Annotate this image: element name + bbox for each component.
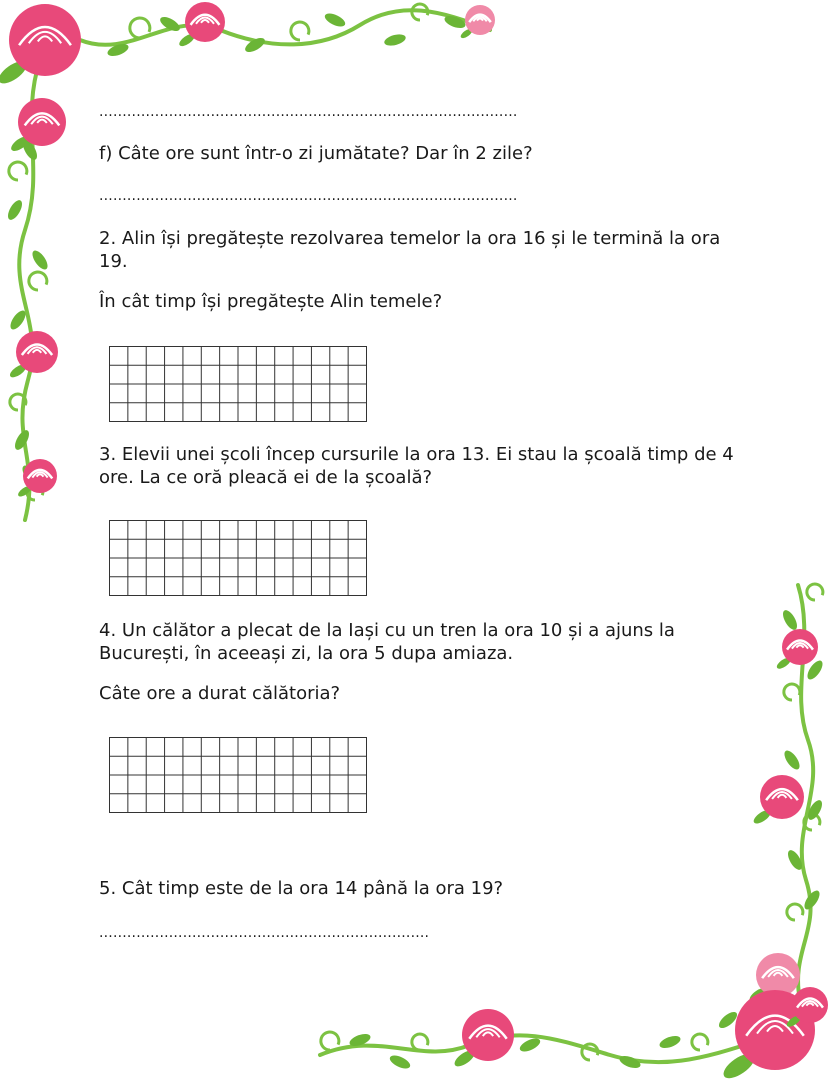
rose-icon <box>9 98 66 154</box>
vine-curl <box>291 22 309 40</box>
leaf-icon <box>518 1036 542 1054</box>
leaf-icon <box>28 348 48 372</box>
vine-curl <box>29 272 47 290</box>
answer-line-f: .......................................................................................... <box>99 188 518 204</box>
rose-icon <box>452 1009 514 1069</box>
rose-icon <box>0 4 81 88</box>
question-3-text: 3. Elevii unei școli încep cursurile la ora 13. Ei stau la școală timp de 4 ore. La ce oră pleacă ei de la școală? <box>99 444 734 488</box>
leaf-icon <box>443 14 467 31</box>
leaf-icon <box>243 35 267 55</box>
question-5-text: 5. Cât timp este de la ora 14 până la ora 19? <box>99 878 504 899</box>
vine-curl <box>692 1034 708 1050</box>
answer-grid-q4[interactable] <box>109 737 367 813</box>
answer-grid-q3[interactable] <box>109 520 367 596</box>
leaf-icon <box>782 748 803 772</box>
rose-icon <box>177 2 225 48</box>
vine-stem <box>798 585 813 1000</box>
rose-icon <box>8 331 58 380</box>
vine-curl <box>130 18 150 38</box>
vine-curl <box>9 162 27 180</box>
vine-stem <box>19 60 40 520</box>
answer-line-q5: ....................................................................... <box>99 925 430 941</box>
leaf-icon <box>323 11 347 29</box>
vine-curl <box>784 684 800 700</box>
leaf-icon <box>20 138 40 162</box>
vine-curl <box>412 4 428 20</box>
leaf-icon <box>106 42 130 59</box>
leaf-icon <box>348 1032 372 1049</box>
leaf-icon <box>805 658 826 682</box>
question-f: f) Câte ore sunt într-o zi jumătate? Dar în 2 zile? <box>99 143 533 164</box>
leaf-icon <box>716 1009 739 1031</box>
rose-icon <box>459 5 495 40</box>
leaf-icon <box>158 14 182 34</box>
leaf-icon <box>388 1053 412 1071</box>
leaf-icon <box>383 32 407 47</box>
vine-curl <box>10 394 26 410</box>
question-2-sub: În cât timp își pregătește Alin temele? <box>99 291 443 312</box>
leaf-icon <box>618 1054 642 1071</box>
question-2-text: 2. Alin își pregătește rezolvarea temelor la ora 16 și le termină la ora 19. <box>99 228 721 272</box>
vine-curl <box>804 814 820 830</box>
leaf-icon <box>802 888 823 912</box>
vine-curl <box>412 1034 428 1050</box>
vine-curl <box>787 904 803 920</box>
vine-stem <box>320 1035 760 1062</box>
rose-icon <box>720 990 815 1079</box>
leaf-icon <box>5 198 25 222</box>
vine-curl <box>582 1044 598 1060</box>
rose-icon <box>748 953 800 1004</box>
rose-icon <box>785 987 828 1029</box>
vine-curl <box>807 584 823 600</box>
rose-icon <box>775 629 818 671</box>
vine-curl <box>27 484 43 500</box>
answer-line-top: .......................................................................................... <box>99 104 518 120</box>
answer-grid-q2[interactable] <box>109 346 367 422</box>
leaf-icon <box>780 608 800 632</box>
vine-stem <box>80 10 490 45</box>
leaf-icon <box>658 1034 682 1051</box>
leaf-icon <box>785 848 805 872</box>
rose-icon <box>16 459 57 498</box>
leaf-icon <box>8 308 29 332</box>
leaf-icon <box>30 248 51 272</box>
rose-icon <box>752 775 804 826</box>
leaf-icon <box>12 428 32 452</box>
leaf-icon <box>20 463 41 487</box>
leaf-icon <box>805 798 825 822</box>
question-4-text: 4. Un călător a plecat de la Iași cu un tren la ora 10 și a ajuns la București, în aceeași zi, la ora 5 dupa amiaza. <box>99 620 675 664</box>
vine-curl <box>321 1032 339 1050</box>
question-4-sub: Câte ore a durat călătoria? <box>99 683 341 704</box>
